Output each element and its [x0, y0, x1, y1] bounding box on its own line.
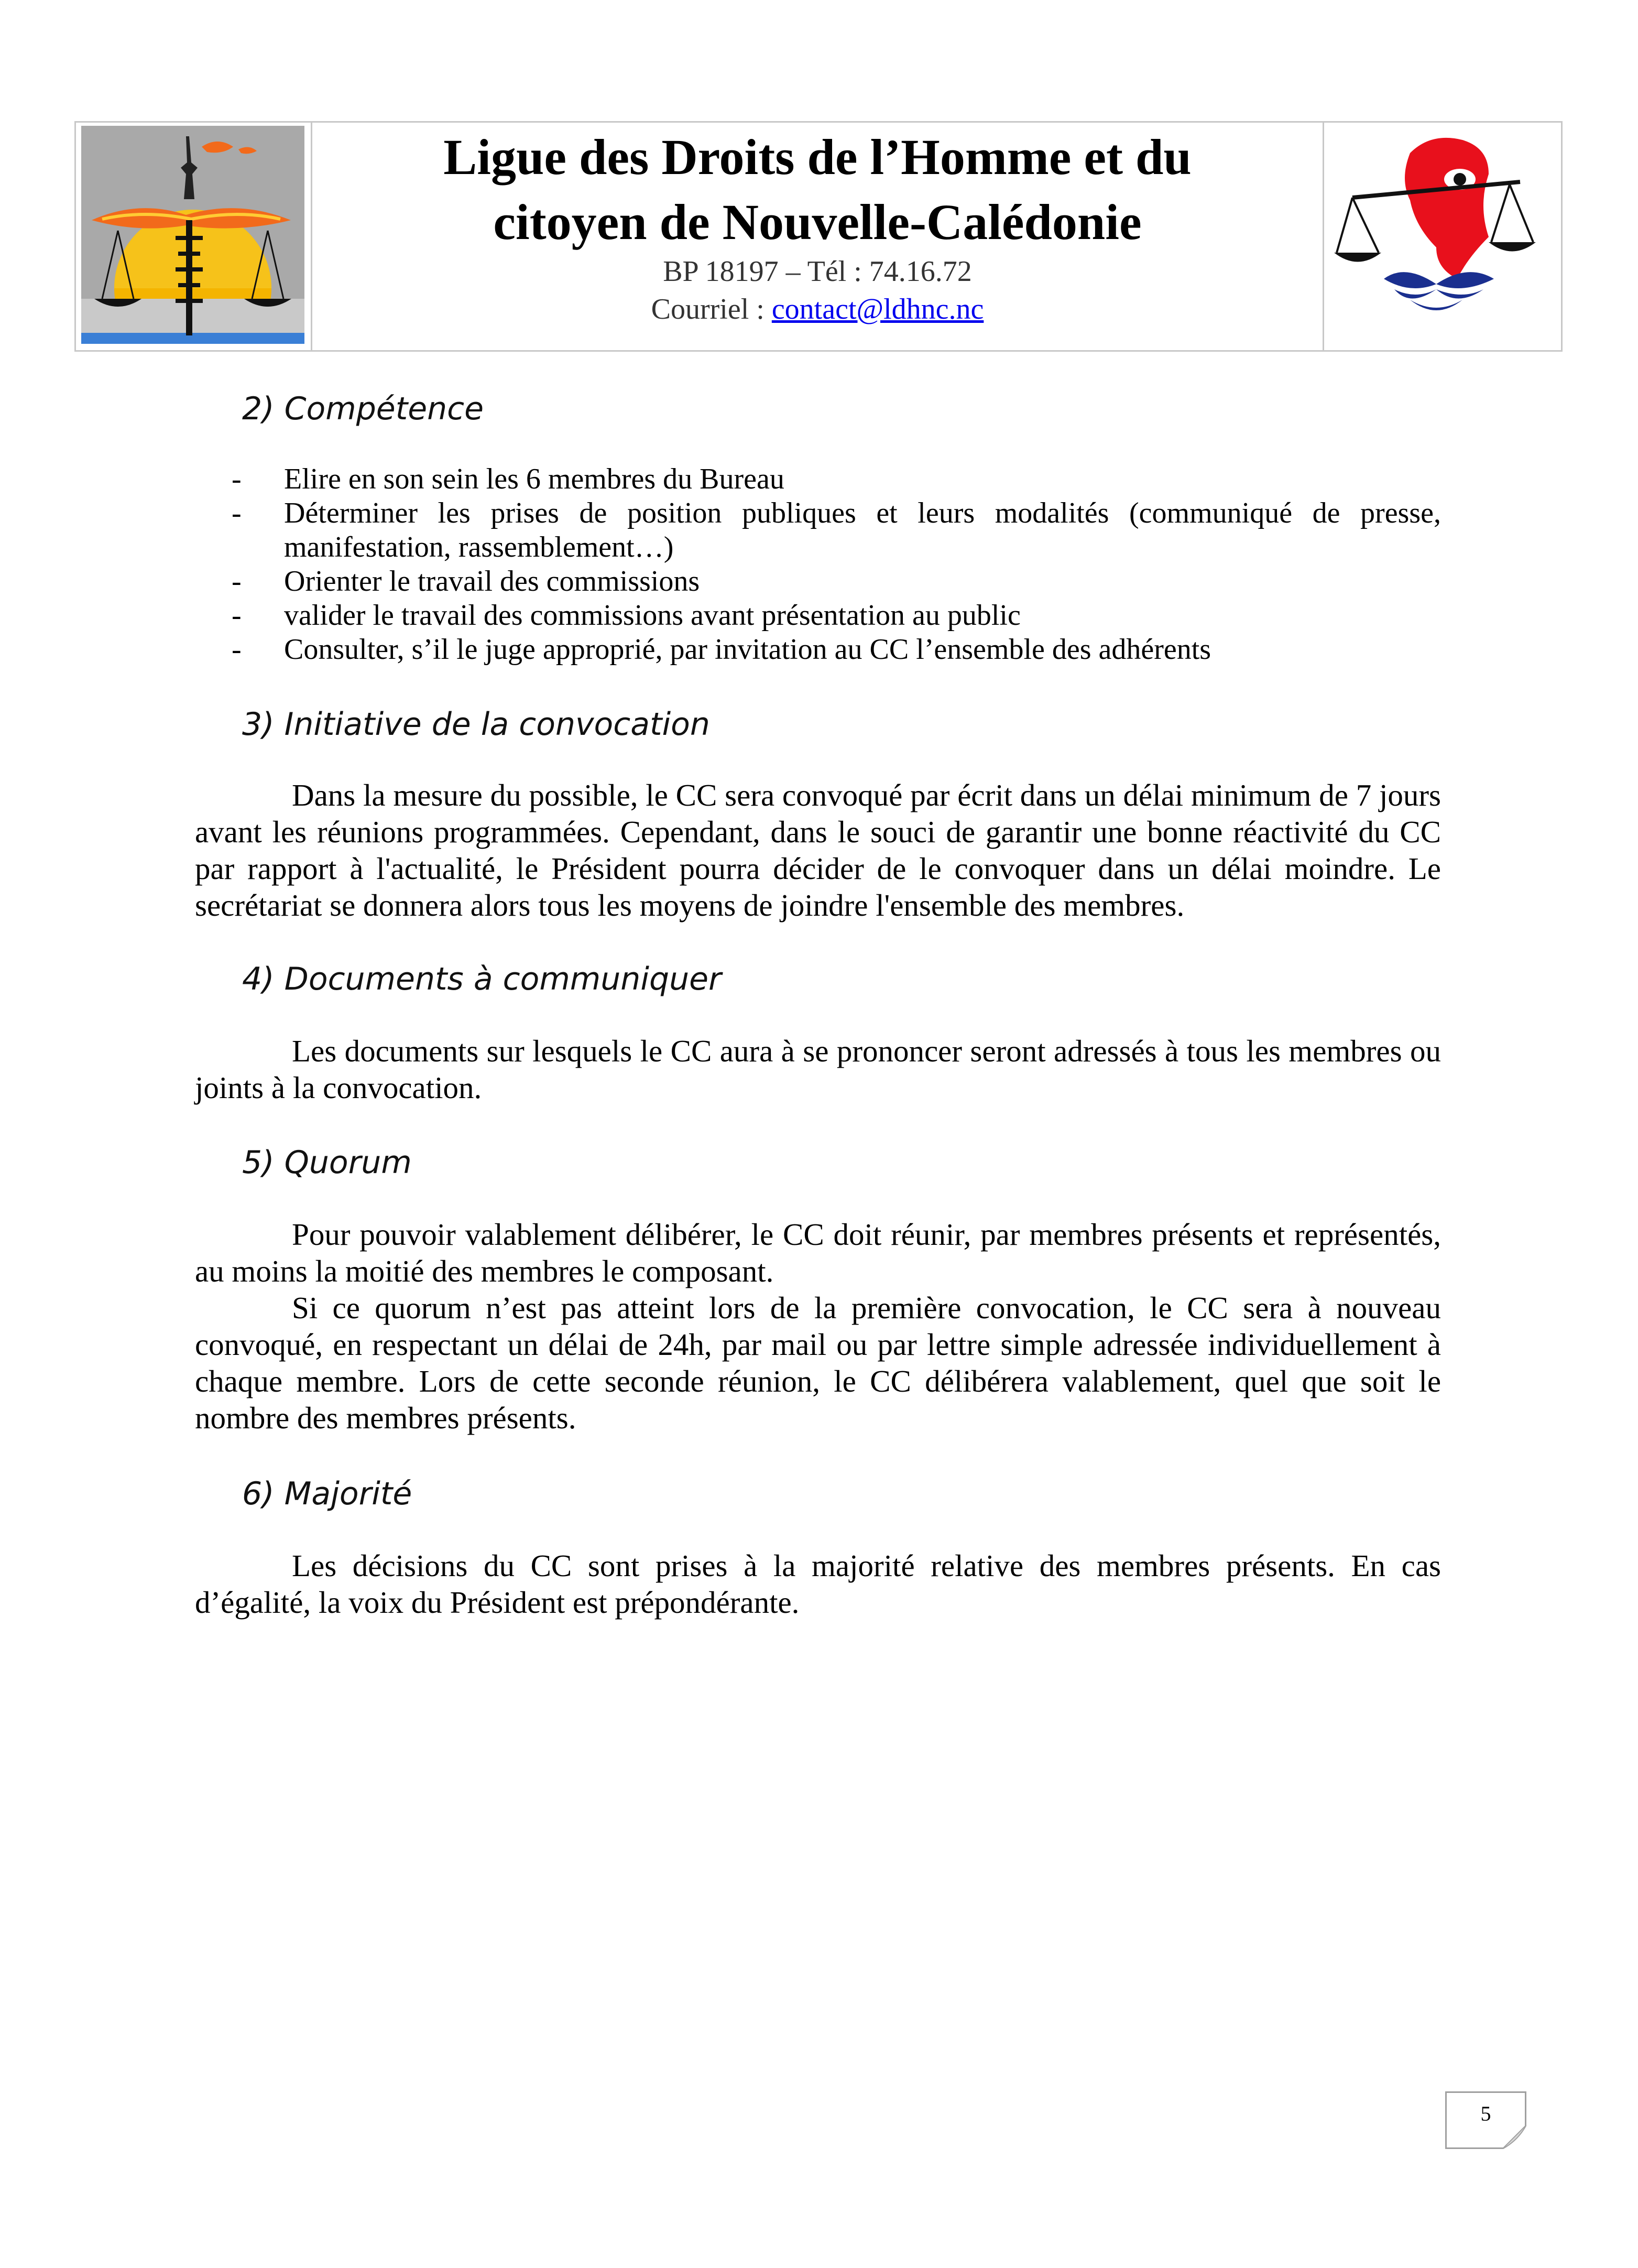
- section-heading-competence: 2) Compétence: [242, 390, 484, 427]
- paragraph-documents: Les documents sur lesquels le CC aura à se prononcer seront adressés à tous les membres ou joints à la convocation.: [195, 1034, 1441, 1105]
- paragraph-quorum-2: Si ce quorum n’est pas atteint lors de la première convocation, le CC sera à nouveau convoqué, en respectant un délai de 24h, par mail ou par lettre simple adressée individuellement à chaque membre. Lors de cette seconde réunion, le CC délibérera valablement, quel que soit le nombre des membres présents.: [195, 1290, 1441, 1435]
- ldh-scales-logo: [1331, 127, 1541, 337]
- page-number-box: [1445, 2091, 1526, 2149]
- list-item: - valider le travail des commissions avant présentation au public: [232, 599, 1021, 632]
- list-item: - Déterminer les prises de position publiques et leurs modalités (communiqué de presse, manifestation, rassemblement…): [232, 497, 1441, 563]
- section-heading-documents: 4) Documents à communiquer: [242, 961, 722, 997]
- list-item: - Consulter, s’il le juge approprié, par invitation au CC l’ensemble des adhérents: [232, 633, 1211, 666]
- list-item: - Orienter le travail des commissions: [232, 565, 700, 598]
- section-heading-quorum: 5) Quorum: [242, 1144, 412, 1181]
- email-link[interactable]: contact@ldhnc.nc: [771, 293, 984, 325]
- letterhead-center-cell: [312, 123, 1324, 350]
- organization-name-line2: citoyen de Nouvelle-Calédonie: [493, 194, 1142, 250]
- letterhead-left-cell: [76, 123, 312, 350]
- kanak-scales-logo: [81, 126, 304, 344]
- paragraph-majorite: Les décisions du CC sont prises à la majorité relative des membres présents. En cas d’égalité, la voix du Président est prépondérante.: [195, 1548, 1441, 1620]
- list-item: - Elire en son sein les 6 membres du Bureau: [232, 463, 784, 495]
- organization-name-line1: Ligue des Droits de l’Homme et du: [443, 129, 1192, 185]
- email-label: Courriel :: [651, 293, 772, 325]
- page-number: 5: [1480, 2102, 1491, 2125]
- section-heading-majorite: 6) Majorité: [242, 1475, 412, 1512]
- letterhead-right-cell: [1324, 123, 1561, 350]
- page-curl-icon: [1502, 2125, 1526, 2149]
- paragraph-convocation: Dans la mesure du possible, le CC sera convoqué par écrit dans un délai minimum de 7 jours avant les réunions programmées. Cependant, dans le souci de garantir une bonne réactivité du CC par rapport à l'actualité, le Président pourra décider de le convoquer dans un délai moindre. Le secrétariat se donnera alors tous les moyens de joindre l'ensemble des membres.: [195, 778, 1441, 923]
- section-heading-convocation: 3) Initiative de la convocation: [242, 706, 710, 743]
- address-phone: BP 18197 – Tél : 74.16.72: [663, 255, 972, 288]
- email-line: [312, 290, 1323, 328]
- competence-list: [195, 462, 1441, 667]
- letterhead: [74, 121, 1563, 352]
- paragraph-quorum-1: Pour pouvoir valablement délibérer, le CC doit réunir, par membres présents et représentés, au moins la moitié des membres le composant.: [195, 1217, 1441, 1288]
- document-body: [195, 388, 1441, 1621]
